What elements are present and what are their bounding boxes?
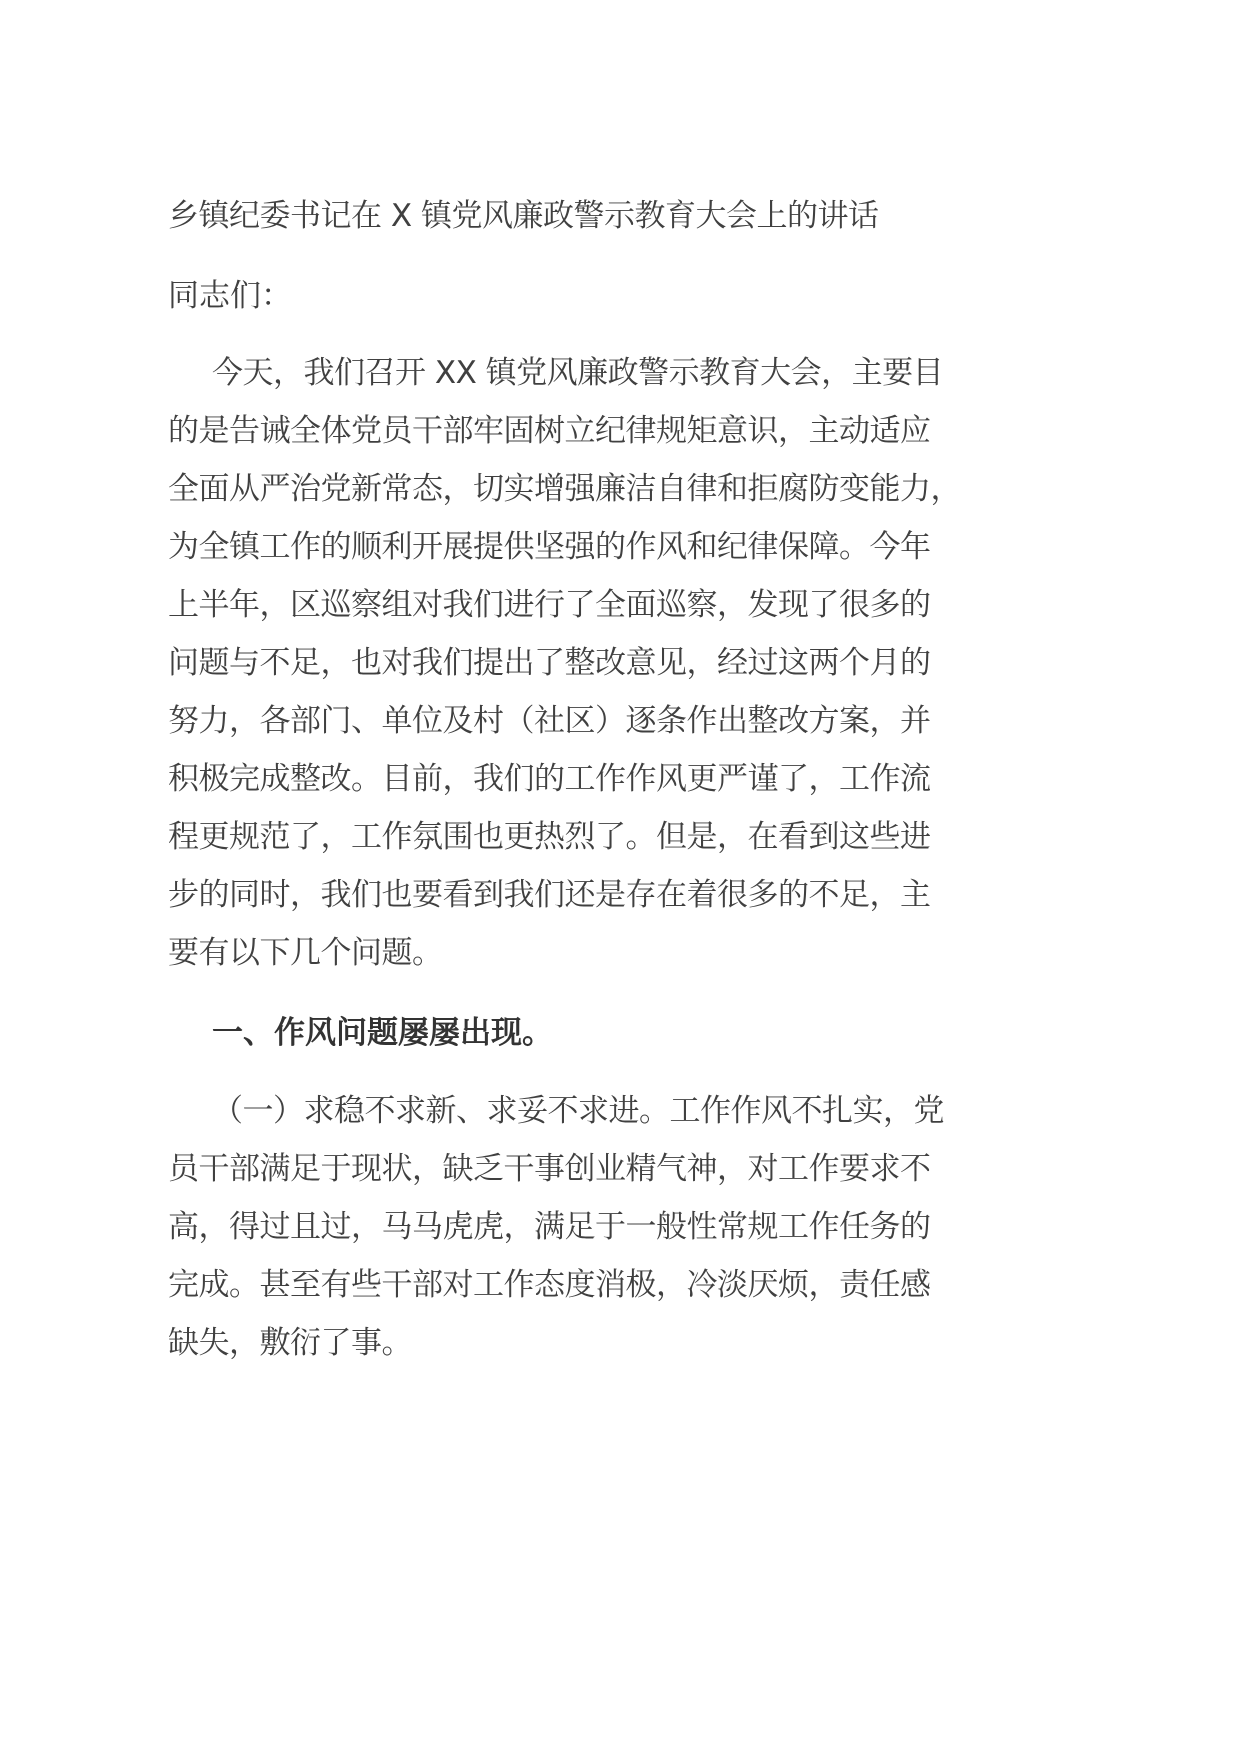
paragraph-line: 为全镇工作的顺利开展提供坚强的作风和纪律保障。今年 — [168, 529, 931, 565]
paragraph-line: 完成。甚至有些干部对工作态度消极，冷淡厌烦，责任感 — [168, 1267, 931, 1303]
paragraph-line: 程更规范了，工作氛围也更热烈了。但是，在看到这些进 — [168, 819, 931, 855]
paragraph-intro — [168, 344, 961, 982]
salutation: 同志们： — [168, 278, 292, 314]
paragraph-line: 员干部满足于现状，缺乏干事创业精气神，对工作要求不 — [168, 1151, 931, 1187]
paragraph-line: （一）求稳不求新、求妥不求进。工作作风不扎实，党 — [212, 1093, 944, 1129]
paragraph-line: 努力，各部门、单位及村（社区）逐条作出整改方案，并 — [168, 703, 931, 739]
section-heading: 一、作风问题屡屡出现。 — [212, 1015, 553, 1051]
paragraph-line: 的是告诫全体党员干部牢固树立纪律规矩意识，主动适应 — [168, 413, 931, 449]
paragraph-line: 要有以下几个问题。 — [168, 935, 443, 971]
paragraph-line: 高，得过且过，马马虎虎，满足于一般性常规工作任务的 — [168, 1209, 931, 1245]
paragraph-line: 缺失，敷衍了事。 — [168, 1325, 412, 1361]
paragraph-line: 上半年，区巡察组对我们进行了全面巡察，发现了很多的 — [168, 587, 931, 623]
document-title: 乡镇纪委书记在 X 镇党风廉政警示教育大会上的讲话 — [168, 198, 879, 234]
paragraph-line: 步的同时，我们也要看到我们还是存在着很多的不足，主 — [168, 877, 931, 913]
paragraph-line: 积极完成整改。目前，我们的工作作风更严谨了，工作流 — [168, 761, 931, 797]
paragraph-line: 全面从严治党新常态，切实增强廉洁自律和拒腐防变能力， — [168, 471, 961, 507]
paragraph-line: 问题与不足，也对我们提出了整改意见，经过这两个月的 — [168, 645, 931, 681]
paragraph-line: 今天，我们召开 XX 镇党风廉政警示教育大会，主要目 — [212, 355, 944, 391]
paragraph-section-1 — [168, 1082, 944, 1372]
